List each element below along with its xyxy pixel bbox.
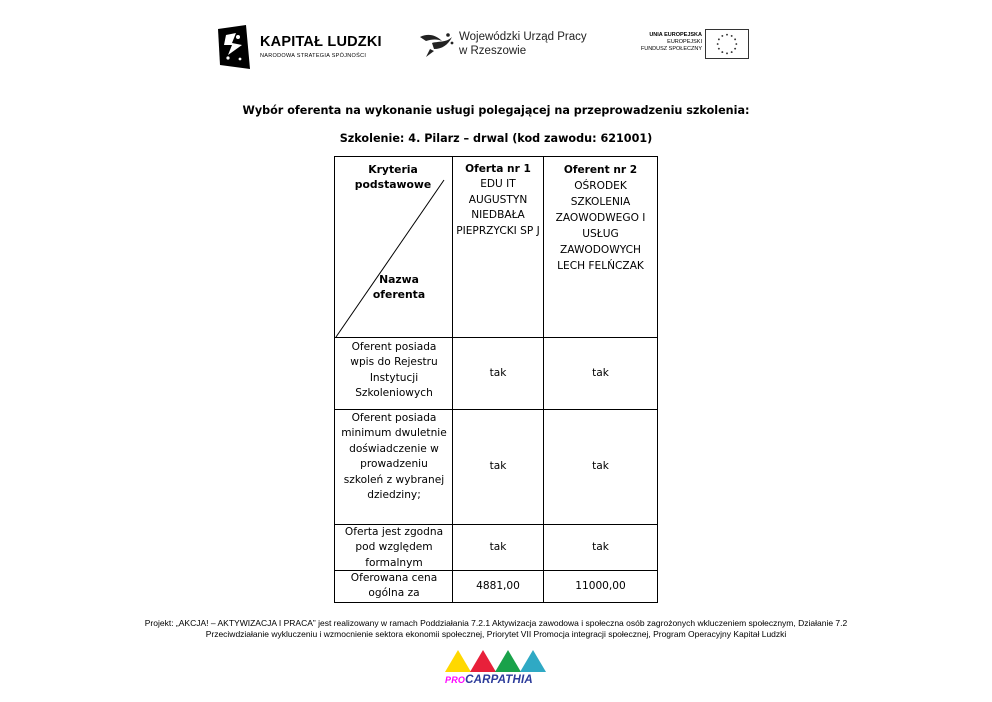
- eu-line3: FUNDUSZ SPOŁECZNY: [640, 46, 702, 52]
- eu-flag-icon: [705, 29, 749, 59]
- header-diagonal-line: [336, 180, 444, 337]
- procarpathia-main: CARPATHIA: [465, 674, 533, 686]
- offer-2-heading: Oferent nr 2: [563, 164, 638, 176]
- criterion-row-4: Oferowana cena ogólna za: [350, 572, 438, 600]
- bidder-name-header: Nazwa oferenta: [372, 273, 426, 301]
- offer-1-price: 4881,00: [476, 580, 520, 593]
- offer-2-row-3-value: tak: [592, 540, 609, 553]
- criterion-row-3: Oferta jest zgodna pod względem formalnym: [344, 526, 444, 569]
- offer-1-heading: Oferta nr 1: [465, 163, 531, 175]
- criterion-row-2: Oferent posiada minimum dwuletnie doświadczenie w prowadzeniu szkoleń z wybranej dziedziny;: [341, 412, 447, 502]
- document-subtitle: Szkolenie: 4. Pilarz – drwal (kod zawodu: 621001): [339, 132, 653, 145]
- offer-1-row-3-value: tak: [489, 540, 507, 553]
- footer-project-line1: Projekt: „AKCJA! – AKTYWIZACJA I PRACA” jest realizowany w ramach Poddziałania 7.2.1 Aktywizacja zawodowa i społeczna osób zagrożonych wkluczeniem społecznym, Działanie 7.2: [144, 618, 848, 628]
- wup-logo: [418, 27, 593, 65]
- eu-logo: [630, 29, 752, 61]
- document-title: Wybór oferenta na wykonanie usługi polegającej na przeprowadzeniu szkolenia:: [242, 104, 750, 117]
- offer-2-row-1-value: tak: [592, 366, 609, 379]
- footer-project-line2: Przeciwdziałanie wykluczeniu i wzmocnienie sektora ekonomii społecznej, Priorytet VII Promocja integracji społecznej, Program Operacyjny Kapitał Ludzki: [205, 629, 787, 639]
- offer-1-name: EDU IT AUGUSTYN NIEDBAŁA PIEPRZYCKI SP J: [456, 178, 540, 237]
- offer-1-row-1-value: tak: [489, 366, 507, 379]
- procarpathia-wordmark: [445, 674, 533, 686]
- offer-2-name: OŚRODEK SZKOLENIA ZAOWODWEGO I USŁUG ZAWODOWYCH LECH FELŃCZAK: [555, 180, 646, 272]
- wup-name-line2: w Rzeszowie: [459, 45, 527, 57]
- criterion-row-1: Oferent posiada wpis do Rejestru Instytucji Szkoleniowych: [350, 341, 438, 400]
- procarpathia-logo: [441, 648, 551, 690]
- criteria-header: Kryteria podstawowe: [354, 163, 432, 191]
- kapital-ludzki-subtitle: NARODOWA STRATEGIA SPÓJNOŚCI: [260, 53, 367, 59]
- eu-line2: EUROPEJSKI: [667, 39, 702, 45]
- offer-2-row-2-value: tak: [592, 460, 609, 473]
- procarpathia-triangles-icon: [445, 648, 547, 674]
- offer-2-header: [544, 162, 657, 274]
- procarpathia-pro: PRO: [445, 675, 466, 685]
- offer-1-header: [456, 162, 540, 239]
- wup-name-line1: Wojewódzki Urząd Pracy: [459, 31, 587, 43]
- eu-line1: UNIA EUROPEJSKA: [649, 32, 702, 38]
- kapital-ludzki-logo: [216, 25, 406, 71]
- kapital-ludzki-title: KAPITAŁ LUDZKI: [260, 34, 382, 50]
- bird-icon: [418, 29, 456, 59]
- offer-comparison-table: [334, 156, 658, 603]
- offer-1-row-2-value: tak: [489, 460, 507, 473]
- kapital-ludzki-emblem-icon: [216, 25, 250, 69]
- offer-2-price: 11000,00: [575, 580, 626, 593]
